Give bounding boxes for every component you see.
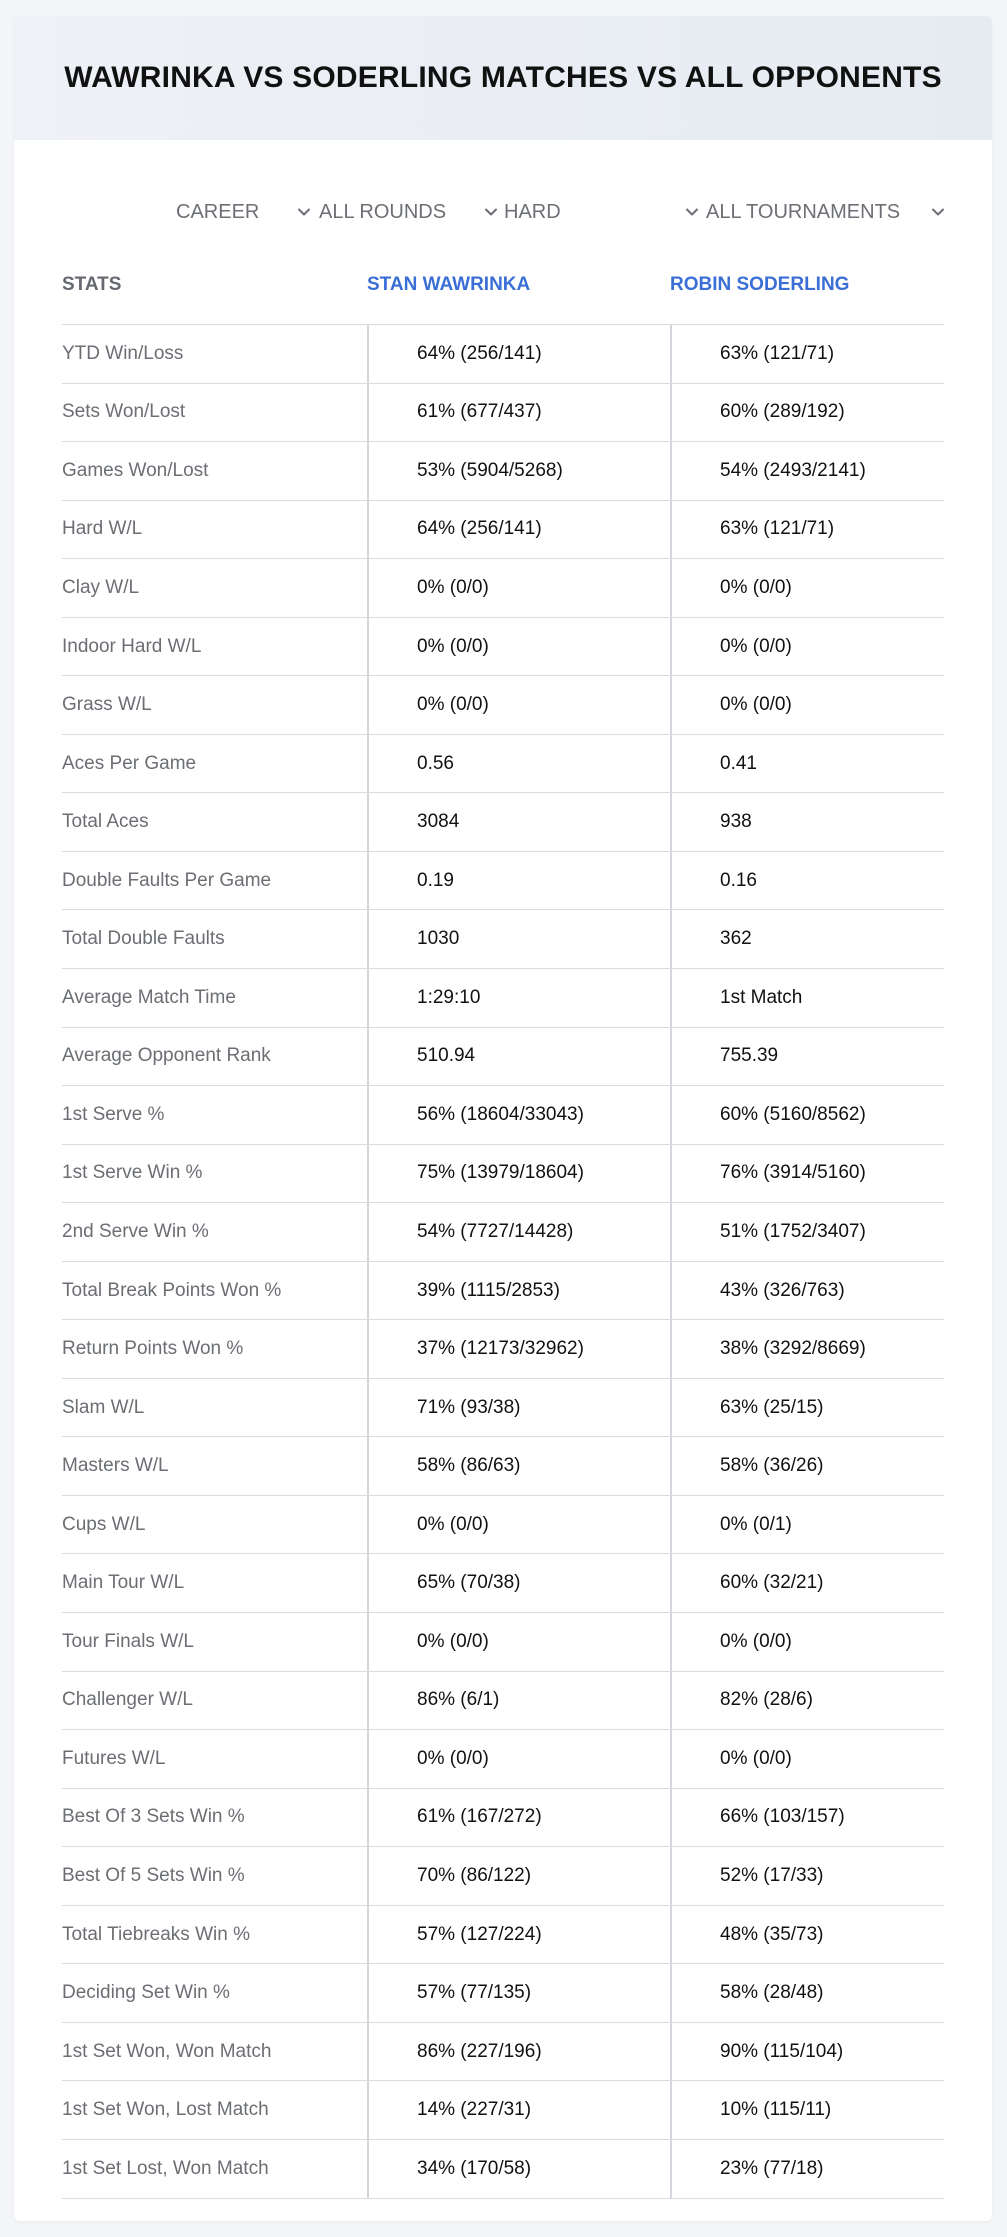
player2-value: 52% (17/33)	[670, 1847, 944, 1905]
player2-value: 66% (103/157)	[670, 1789, 944, 1847]
player2-value: 58% (36/26)	[670, 1437, 944, 1495]
stat-label: Best Of 3 Sets Win %	[62, 1806, 245, 1828]
column-header-player2[interactable]: ROBIN SODERLING	[670, 274, 850, 295]
player1-value: 53% (5904/5268)	[367, 442, 670, 500]
stat-label: Main Tour W/L	[62, 1572, 185, 1594]
table-body	[62, 325, 944, 2199]
stat-label: Masters W/L	[62, 1455, 169, 1477]
player2-value: 0.41	[670, 735, 944, 793]
table-row	[62, 1086, 944, 1145]
table-row	[62, 1554, 944, 1613]
stat-label: Average Opponent Rank	[62, 1045, 271, 1067]
player1-value: 54% (7727/14428)	[367, 1203, 670, 1261]
player1-value: 0% (0/0)	[367, 676, 670, 734]
stat-label: Tour Finals W/L	[62, 1630, 194, 1652]
player2-value: 362	[670, 910, 944, 968]
player2-value: 60% (32/21)	[670, 1554, 944, 1612]
stat-label: 1st Serve Win %	[62, 1162, 203, 1184]
page-title: WAWRINKA VS SODERLING MATCHES VS ALL OPPONENTS	[64, 61, 942, 94]
player2-value: 10% (115/11)	[670, 2081, 944, 2139]
player1-value: 70% (86/122)	[367, 1847, 670, 1905]
player1-value: 0% (0/0)	[367, 1496, 670, 1554]
stat-label: Slam W/L	[62, 1396, 145, 1418]
stat-label: 1st Set Lost, Won Match	[62, 2157, 269, 2179]
chevron-down-icon	[296, 204, 312, 220]
player1-value: 64% (256/141)	[367, 501, 670, 559]
player2-value: 51% (1752/3407)	[670, 1203, 944, 1261]
table-row	[62, 1906, 944, 1965]
player2-value: 938	[670, 793, 944, 851]
stat-label: Cups W/L	[62, 1513, 146, 1535]
stat-label: Total Double Faults	[62, 928, 225, 950]
chevron-down-icon	[684, 204, 700, 220]
filter-label: ALL TOURNAMENTS	[706, 200, 901, 223]
table-row	[62, 1847, 944, 1906]
table-row	[62, 1964, 944, 2023]
player1-value: 14% (227/31)	[367, 2081, 670, 2139]
player1-value: 58% (86/63)	[367, 1437, 670, 1495]
stat-label: Grass W/L	[62, 694, 152, 716]
filter-bar	[14, 192, 992, 232]
stat-label: 1st Set Won, Lost Match	[62, 2099, 269, 2121]
player2-value: 63% (121/71)	[670, 325, 944, 383]
filter-career-dropdown[interactable]	[176, 192, 312, 232]
player1-value: 56% (18604/33043)	[367, 1086, 670, 1144]
table-row	[62, 910, 944, 969]
stat-label: Futures W/L	[62, 1747, 166, 1769]
stat-label: Double Faults Per Game	[62, 869, 272, 891]
stat-label: Challenger W/L	[62, 1689, 193, 1711]
table-row	[62, 1320, 944, 1379]
stat-label: 2nd Serve Win %	[62, 1220, 209, 1242]
player2-value: 48% (35/73)	[670, 1906, 944, 1964]
chevron-down-icon	[930, 204, 946, 220]
table-row	[62, 1789, 944, 1848]
player2-value: 38% (3292/8669)	[670, 1320, 944, 1378]
player1-value: 0% (0/0)	[367, 1613, 670, 1671]
table-row	[62, 1672, 944, 1731]
player1-value: 0.19	[367, 852, 670, 910]
table-row	[62, 384, 944, 443]
table-row	[62, 1145, 944, 1204]
table-row	[62, 618, 944, 677]
player2-value: 60% (5160/8562)	[670, 1086, 944, 1144]
table-row	[62, 1028, 944, 1087]
table-row	[62, 676, 944, 735]
stat-label: Deciding Set Win %	[62, 1982, 230, 2004]
player1-value: 39% (1115/2853)	[367, 1262, 670, 1320]
player2-value: 0% (0/1)	[670, 1496, 944, 1554]
player1-value: 75% (13979/18604)	[367, 1145, 670, 1203]
table-row	[62, 1262, 944, 1321]
stat-label: Average Match Time	[62, 986, 236, 1008]
stat-label: Indoor Hard W/L	[62, 635, 202, 657]
player2-value: 0.16	[670, 852, 944, 910]
player1-value: 0% (0/0)	[367, 559, 670, 617]
filter-label: ALL ROUNDS	[319, 200, 447, 223]
filter-label: CAREER	[176, 200, 260, 223]
table-row	[62, 501, 944, 560]
player1-value: 57% (77/135)	[367, 1964, 670, 2022]
filter-rounds-dropdown[interactable]	[319, 192, 499, 232]
stat-label: Return Points Won %	[62, 1338, 244, 1360]
table-row	[62, 2140, 944, 2199]
player1-value: 65% (70/38)	[367, 1554, 670, 1612]
table-row	[62, 325, 944, 384]
player1-value: 64% (256/141)	[367, 325, 670, 383]
player2-value: 0% (0/0)	[670, 618, 944, 676]
stat-label: 1st Set Won, Won Match	[62, 2040, 272, 2062]
player2-value: 76% (3914/5160)	[670, 1145, 944, 1203]
page-header	[14, 16, 992, 140]
player1-value: 37% (12173/32962)	[367, 1320, 670, 1378]
player2-value: 60% (289/192)	[670, 384, 944, 442]
player1-value: 1030	[367, 910, 670, 968]
player1-value: 3084	[367, 793, 670, 851]
player1-value: 57% (127/224)	[367, 1906, 670, 1964]
player2-value: 63% (25/15)	[670, 1379, 944, 1437]
player1-value: 61% (677/437)	[367, 384, 670, 442]
stat-label: Total Tiebreaks Win %	[62, 1923, 250, 1945]
player1-value: 0% (0/0)	[367, 1730, 670, 1788]
player1-value: 71% (93/38)	[367, 1379, 670, 1437]
player2-value: 0% (0/0)	[670, 559, 944, 617]
player2-value: 0% (0/0)	[670, 1730, 944, 1788]
player2-value: 43% (326/763)	[670, 1262, 944, 1320]
player1-value: 34% (170/58)	[367, 2140, 670, 2198]
player1-value: 1:29:10	[367, 969, 670, 1027]
stat-label: 1st Serve %	[62, 1103, 165, 1125]
stat-label: Games Won/Lost	[62, 459, 209, 481]
filter-surface-dropdown[interactable]	[504, 192, 700, 232]
stats-card	[14, 16, 992, 2221]
player1-value: 86% (6/1)	[367, 1672, 670, 1730]
column-header-stats: STATS	[62, 274, 122, 295]
player1-value: 61% (167/272)	[367, 1789, 670, 1847]
filter-tournaments-dropdown[interactable]	[706, 192, 946, 232]
player2-value: 0% (0/0)	[670, 676, 944, 734]
table-row	[62, 1203, 944, 1262]
stat-label: Clay W/L	[62, 576, 140, 598]
table-row	[62, 1496, 944, 1555]
table-row	[62, 969, 944, 1028]
player2-value: 0% (0/0)	[670, 1613, 944, 1671]
chevron-down-icon	[483, 204, 499, 220]
player1-value: 0.56	[367, 735, 670, 793]
stat-label: Hard W/L	[62, 518, 143, 540]
stat-label: Best Of 5 Sets Win %	[62, 1864, 245, 1886]
table-row	[62, 1613, 944, 1672]
stats-table	[62, 248, 944, 2199]
table-row	[62, 559, 944, 618]
player2-value: 23% (77/18)	[670, 2140, 944, 2198]
table-row	[62, 1730, 944, 1789]
stat-label: Sets Won/Lost	[62, 401, 186, 423]
table-row	[62, 1379, 944, 1438]
player2-value: 90% (115/104)	[670, 2023, 944, 2081]
table-row	[62, 1437, 944, 1496]
player1-value: 0% (0/0)	[367, 618, 670, 676]
player1-value: 510.94	[367, 1028, 670, 1086]
stat-label: Aces Per Game	[62, 752, 197, 774]
stat-label: Total Break Points Won %	[62, 1279, 282, 1301]
filter-label: HARD	[504, 200, 561, 223]
player1-value: 86% (227/196)	[367, 2023, 670, 2081]
table-row	[62, 442, 944, 501]
table-row	[62, 852, 944, 911]
player2-value: 58% (28/48)	[670, 1964, 944, 2022]
table-row	[62, 2023, 944, 2082]
player2-value: 755.39	[670, 1028, 944, 1086]
table-row	[62, 2081, 944, 2140]
stat-label: Total Aces	[62, 811, 149, 833]
player2-value: 82% (28/6)	[670, 1672, 944, 1730]
stat-label: YTD Win/Loss	[62, 342, 184, 364]
table-header	[62, 248, 944, 325]
table-row	[62, 735, 944, 794]
player2-value: 63% (121/71)	[670, 501, 944, 559]
player2-value: 54% (2493/2141)	[670, 442, 944, 500]
player2-value: 1st Match	[670, 969, 944, 1027]
table-row	[62, 793, 944, 852]
column-header-player1[interactable]: STAN WAWRINKA	[367, 274, 531, 295]
